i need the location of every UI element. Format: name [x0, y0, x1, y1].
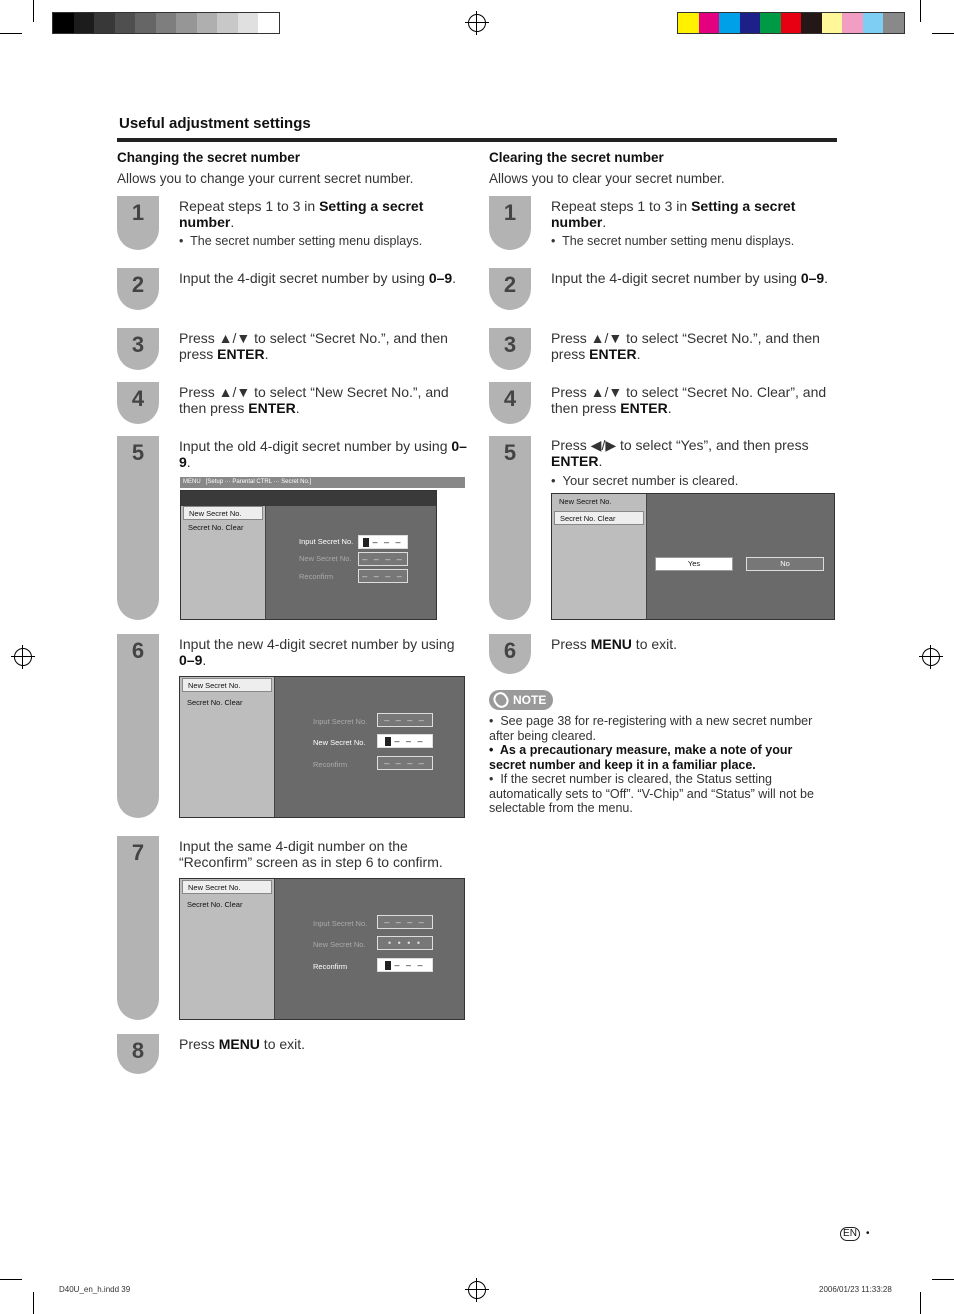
note-item: • See page 38 for re-registering with a new secret number after being cleared. [489, 714, 813, 743]
step-text: Press MENU to exit. [179, 1036, 306, 1052]
no-button[interactable]: No [746, 557, 824, 571]
input-secret-label: Input Secret No. [313, 717, 368, 726]
page-number-marker: • [866, 1228, 870, 1239]
gray-swatch [258, 13, 279, 33]
step-number: 4 [503, 386, 517, 411]
registration-mark-icon [468, 1281, 486, 1299]
trim-mark [932, 33, 954, 34]
trim-mark [0, 1279, 22, 1280]
color-swatch [781, 13, 802, 33]
trim-mark [920, 1292, 921, 1314]
input-secret-label: Input Secret No. [313, 919, 368, 928]
step-number: 5 [131, 440, 145, 465]
trim-mark [920, 0, 921, 22]
secret-number-screen [180, 490, 437, 620]
step-text: Repeat steps 1 to 3 in Setting a secret number. [551, 198, 796, 230]
new-secret-label: New Secret No. [313, 940, 366, 949]
color-swatch [678, 13, 699, 33]
input-secret-field[interactable]: – – – – [377, 915, 433, 929]
step-number: 1 [131, 200, 145, 225]
gray-scale-bar [52, 12, 280, 34]
trim-mark [33, 0, 34, 22]
menu-item-secret-clear[interactable]: Secret No. Clear [187, 900, 243, 909]
registration-mark-icon [468, 14, 486, 32]
registration-mark-icon [922, 648, 940, 666]
input-secret-field[interactable]: – – – – [377, 713, 433, 727]
color-swatch [801, 13, 822, 33]
color-bar [677, 12, 905, 34]
gray-swatch [238, 13, 259, 33]
step-number: 2 [503, 272, 517, 297]
menu-item-new-secret[interactable]: New Secret No. [182, 678, 272, 692]
step-number: 3 [131, 332, 145, 357]
gray-swatch [115, 13, 136, 33]
reconfirm-field[interactable]: – – – – [358, 569, 408, 583]
gray-swatch [94, 13, 115, 33]
new-secret-label: New Secret No. [313, 738, 366, 747]
step-number: 4 [131, 386, 145, 411]
menu-item-new-secret[interactable]: New Secret No. [559, 497, 612, 506]
step-text: Input the new 4-digit secret number by using 0–9. [179, 636, 455, 668]
step-number: 2 [131, 272, 145, 297]
gray-swatch [53, 13, 74, 33]
reconfirm-screen [179, 878, 465, 1020]
reconfirm-field[interactable]: – – – [377, 958, 433, 972]
menu-item-secret-clear[interactable]: Secret No. Clear [554, 511, 644, 525]
step-text: Press ▲/▼ to select “Secret No. Clear”, and then press ENTER. [551, 384, 827, 416]
trim-mark [932, 1279, 954, 1280]
section-title: Useful adjustment settings [119, 115, 311, 132]
menu-item-secret-clear[interactable]: Secret No. Clear [188, 523, 244, 532]
reconfirm-label: Reconfirm [313, 962, 348, 971]
step-number: 3 [503, 332, 517, 357]
reconfirm-label: Reconfirm [299, 572, 334, 581]
menu-breadcrumb-bar: MENU [Setup ··· Parental CTRL ··· Secret No.] [180, 477, 465, 488]
step-bullet: • The secret number setting menu displays. [551, 234, 795, 248]
left-heading: Changing the secret number [117, 150, 301, 165]
gray-swatch [74, 13, 95, 33]
step-number: 7 [131, 840, 145, 865]
color-swatch [883, 13, 904, 33]
step-text: Input the 4-digit secret number by using 0–9. [179, 270, 457, 286]
input-secret-label: Input Secret No. [299, 537, 354, 546]
footer-date: 2006/01/23 11:33:28 [819, 1285, 892, 1294]
step-text: Input the old 4-digit secret number by using 0–9. [179, 438, 467, 470]
reconfirm-field[interactable]: – – – – [377, 756, 433, 770]
language-badge: EN [840, 1227, 860, 1241]
color-swatch [842, 13, 863, 33]
trim-mark [33, 1292, 34, 1314]
right-heading: Clearing the secret number [489, 150, 664, 165]
new-secret-field[interactable]: – – – [377, 734, 433, 748]
note-badge: NOTE [489, 690, 553, 710]
footer-file: D40U_en_h.indd 39 [59, 1285, 131, 1294]
reconfirm-label: Reconfirm [313, 760, 348, 769]
step-bullet: • The secret number setting menu displays. [179, 234, 423, 248]
step-number: 1 [503, 200, 517, 225]
gray-swatch [156, 13, 177, 33]
step-text: Press MENU to exit. [551, 636, 678, 652]
color-swatch [740, 13, 761, 33]
menu-item-new-secret[interactable]: New Secret No. [183, 506, 263, 520]
left-description: Allows you to change your current secret number. [117, 171, 414, 186]
step-bullet: • Your secret number is cleared. [551, 473, 739, 488]
color-swatch [699, 13, 720, 33]
step-text: Press ▲/▼ to select “Secret No.”, and then press ENTER. [551, 330, 820, 362]
yes-button[interactable]: Yes [655, 557, 733, 571]
step-text: Input the 4-digit secret number by using 0–9. [551, 270, 829, 286]
step-number: 8 [131, 1038, 145, 1063]
note-item: • As a precautionary measure, make a note of your secret number and keep it in a familiar place. [489, 743, 793, 772]
step-text: Input the same 4-digit number on the “Reconfirm” screen as in step 6 to confirm. [179, 838, 443, 870]
right-description: Allows you to clear your secret number. [489, 171, 725, 186]
step-text: Press ▲/▼ to select “New Secret No.”, and then press ENTER. [179, 384, 449, 416]
color-swatch [863, 13, 884, 33]
step-number: 5 [503, 440, 517, 465]
input-secret-field[interactable]: – – – [358, 535, 408, 549]
step-number: 6 [131, 638, 145, 663]
new-secret-label: New Secret No. [299, 554, 352, 563]
step-text: Press ◀/▶ to select “Yes”, and then press ENTER. [551, 437, 809, 469]
step-text: Repeat steps 1 to 3 in Setting a secret number. [179, 198, 424, 230]
new-secret-field[interactable]: – – – – [358, 552, 408, 566]
menu-item-secret-clear[interactable]: Secret No. Clear [187, 698, 243, 707]
trim-mark [0, 33, 22, 34]
section-rule [117, 138, 837, 142]
menu-item-new-secret[interactable]: New Secret No. [182, 880, 272, 894]
color-swatch [760, 13, 781, 33]
gray-swatch [217, 13, 238, 33]
step-number: 6 [503, 638, 517, 663]
gray-swatch [197, 13, 218, 33]
registration-mark-icon [14, 648, 32, 666]
clear-confirm-screen [551, 493, 835, 620]
new-secret-field[interactable]: • • • • [377, 936, 433, 950]
gray-swatch [176, 13, 197, 33]
new-secret-screen [179, 676, 465, 818]
gray-swatch [135, 13, 156, 33]
color-swatch [822, 13, 843, 33]
color-swatch [719, 13, 740, 33]
step-text: Press ▲/▼ to select “Secret No.”, and then press ENTER. [179, 330, 448, 362]
note-item: • If the secret number is cleared, the Status setting automatically sets to “Off”. “V-Chip” and “Status” will not be selectable from the menu. [489, 772, 814, 815]
